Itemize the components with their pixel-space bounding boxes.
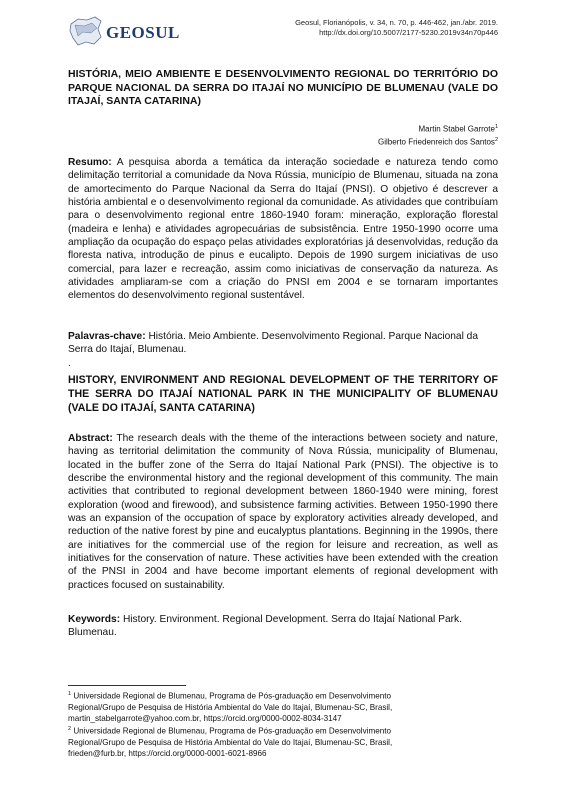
footnote-line: Regional/Grupo de Pesquisa de História Ambiental do Vale do Itajaí, Blumenau-SC, Brasil, — [68, 738, 393, 748]
footnote-line: Universidade Regional de Blumenau, Programa de Pós-graduação em Desenvolvimento — [73, 691, 391, 701]
paper-title-en: HISTORY, ENVIRONMENT AND REGIONAL DEVELOPMENT OF THE TERRITORY OF THE SERRA DO ITAJAÍ NATIONAL PARK IN THE MUNICIPALITY OF BLUMENAU (VALE DO ITAJAÍ, SANTA CATARINA) — [68, 374, 498, 414]
footnote-mark: 1 — [68, 691, 72, 697]
palavras-chave-text: História. Meio Ambiente. Desenvolvimento Regional. Parque Nacional da Serra do Itajaí, Blumenau. — [68, 331, 479, 356]
footnote-mark[interactable]: 1 — [494, 124, 498, 130]
abstract-label: Abstract: — [68, 433, 113, 444]
footnote-2 — [68, 724, 498, 759]
footnote-line: Universidade Regional de Blumenau, Programa de Pós-graduação em Desenvolvimento — [73, 726, 391, 736]
footnote-1 — [68, 689, 498, 724]
paper-title-pt: HISTÓRIA, MEIO AMBIENTE E DESENVOLVIMENTO REGIONAL DO TERRITÓRIO DO PARQUE NACIONAL DA SERRA DO ITAJAÍ NO MUNICÍPIO DE BLUMENAU (VALE DO ITAJAÍ, SANTA CATARINA) — [68, 68, 498, 107]
logo-text: GEOSUL — [106, 23, 180, 42]
author-name: Gilberto Friedenreich dos Santos — [377, 137, 495, 147]
palavras-chave-section — [68, 330, 498, 357]
author-2 — [378, 135, 498, 148]
palavras-chave-label: Palavras-chave: — [68, 331, 146, 342]
journal-logo — [68, 14, 188, 50]
citation-line: Geosul, Florianópolis, v. 34, n. 70, p. 446-462, jan./abr. 2019. — [295, 18, 498, 27]
doi-link[interactable]: http://dx.doi.org/10.5007/2177-5230.2019v34n70p446 — [319, 28, 498, 37]
footnote-mark[interactable]: 2 — [494, 136, 498, 143]
footnotes — [68, 689, 498, 760]
footnote-mark: 2 — [68, 726, 72, 733]
resumo-section — [68, 156, 498, 303]
abstract-text: The research deals with the theme of the interactions between society and nature, having as territorial delimitation the community of Nova Rússia, municipality of Blumenau, located in the buffer zone of the Serra do Itajaí National Park (PNSI). The objective is to describe the environmental history and the regional development of this community. The main activities that contributed to regional development between 1860-1940 were mining, forest exploration (wood and firewood), and subsistence farming activities. Between 1950-1990 there was an expansion of the occupation of space by exploratory activities already developed, and reduction of the native forest by pine and eucalyptus plantations. Beginning in the 1990s, there are initiatives for the commercial use of the region for leisure and recreation, as well as initiatives for the conservation of nature. These activities have been extended with the creation of the PNSI in 2004 and have become important elements of regional development with practices focused on sustainability. — [68, 433, 498, 591]
footnote-divider — [68, 685, 186, 686]
author-list — [378, 122, 498, 147]
footnote-contact[interactable]: frieden@furb.br, https://orcid.org/0000-0001-6021-8966 — [68, 749, 267, 759]
santa-catarina-map-icon — [68, 14, 104, 48]
separator-dot: . — [68, 358, 71, 369]
resumo-text: A pesquisa aborda a temática da interação sociedade e natureza tendo como delimitação territorial a comunidade da Nova Rússia, município de Blumenau, situada na zona de amortecimento do Parque Nacional da Serra do Itajaí (PNSI). O objetivo é descrever a história ambiental e o desenvolvimento regional da comunidade. As atividades que contribuíam para o desenvolvimento regional entre 1860-1940 foram: mineração, exploração florestal (madeira e lenha) e atividades agropecuárias de subsistência. Entre 1950-1990 ocorre uma ampliação da ocupação do espaço pelas atividades exploratórias já desenvolvidas, redução da floresta nativa, introdução de pinus e eucalipto. Depois de 1990 surgem iniciativas de uso comercial, para lazer e recreação, assim como iniciativas de conservação da natureza. As atividades ampliaram-se com a criação do PNSI em 2004 e se tornaram importantes elementos do desenvolvimento regional sustentável. — [68, 157, 498, 302]
author-1 — [378, 122, 498, 135]
resumo-label: Resumo: — [68, 157, 112, 168]
footnote-line: Regional/Grupo de Pesquisa de História Ambiental do Vale do Itajaí, Blumenau-SC, Brasil, — [68, 702, 393, 712]
author-name: Martin Stabel Garrote — [418, 124, 495, 134]
keywords-text: History. Environment. Regional Development. Serra do Itajaí National Park. Blumenau. — [68, 614, 462, 639]
abstract-section — [68, 432, 498, 592]
keywords-label: Keywords: — [68, 614, 121, 625]
footnote-contact[interactable]: martin_stabelgarrote@yahoo.com.br, https://orcid.org/0000-0002-8034-3147 — [68, 714, 342, 724]
keywords-section — [68, 613, 498, 640]
journal-citation — [295, 18, 498, 38]
